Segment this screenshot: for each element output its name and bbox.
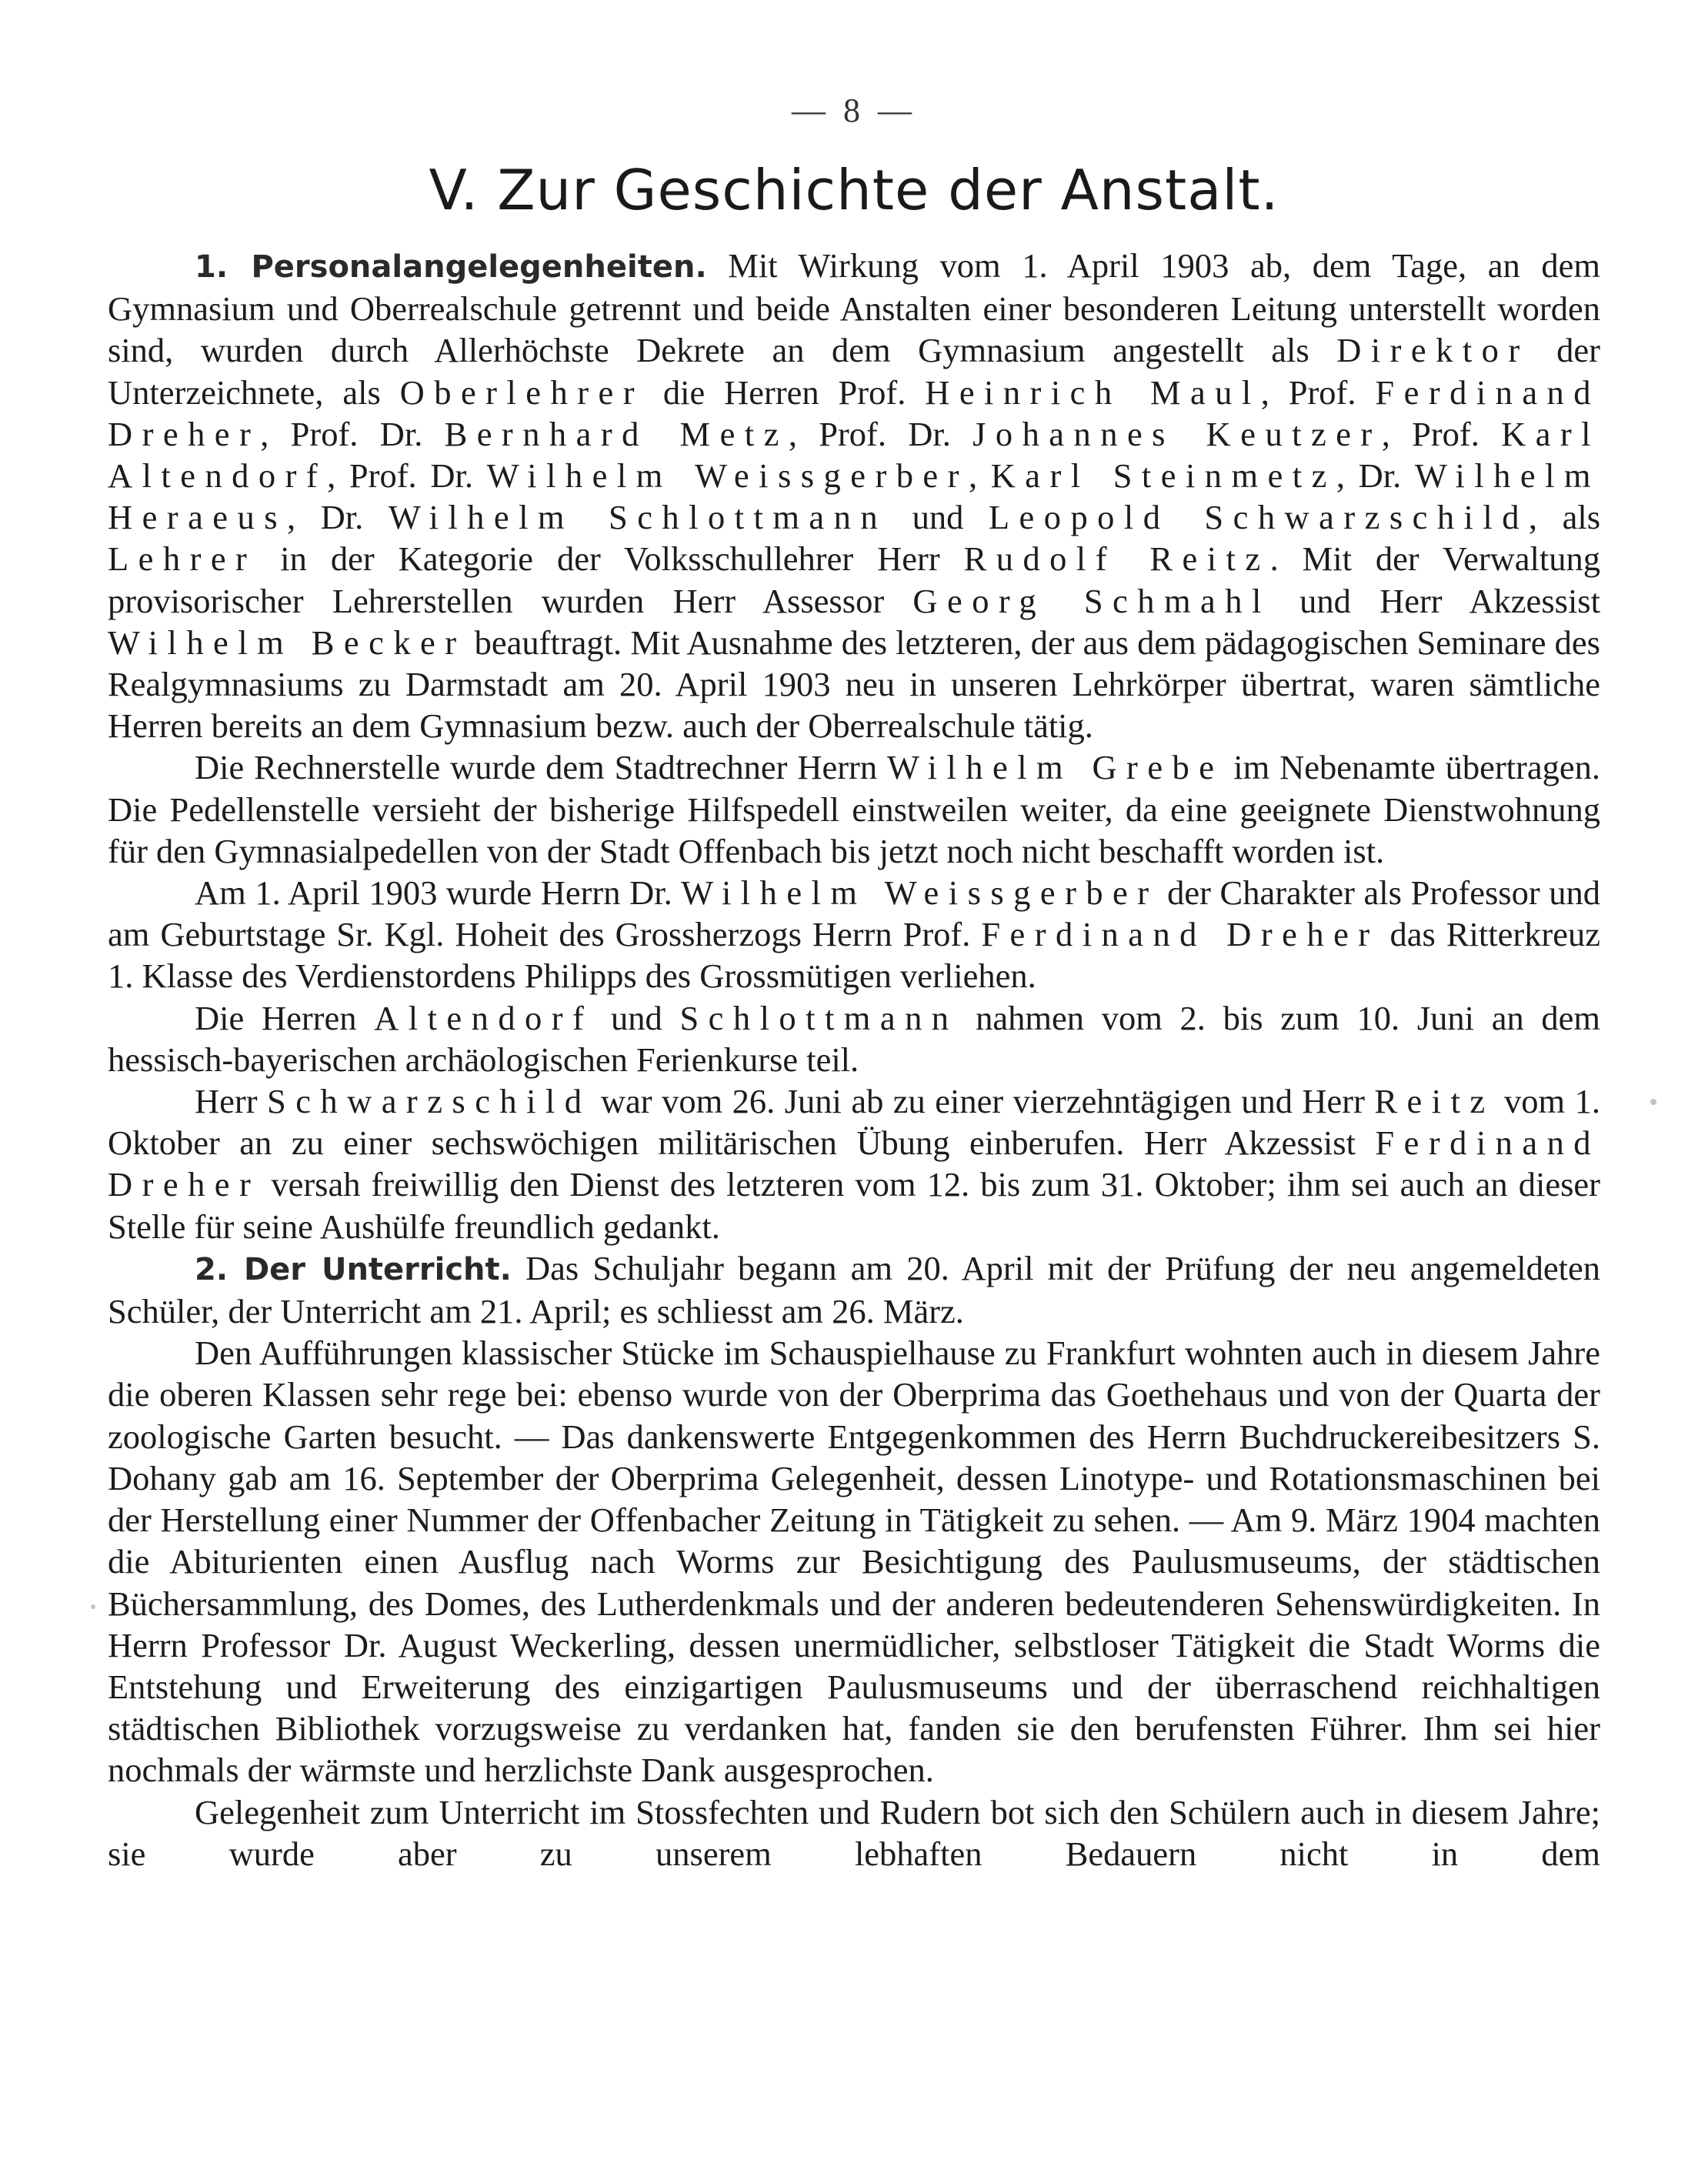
text-run: im Nebenamte übertragen. Die Pedellenstelle versieht der bisherige Hilfspedell einstweilen weiter, da eine geeignete Dienstwohnung für den Gymnasialpedellen von der Stadt Offenbach bis jetzt noch nicht beschafft worden ist.	[108, 748, 1600, 870]
page-number: — 8 —	[792, 92, 916, 129]
spaced-name: Karl Steinmetz	[990, 456, 1336, 496]
spaced-name: Georg Schmahl	[912, 581, 1271, 620]
spaced-name: Ferdinand Dreher	[108, 1123, 1600, 1204]
text-run: . Mit der Verwaltung provisorischer Lehrerstellen wurden Herr Assessor	[108, 539, 1601, 620]
spaced-name: Altendorf	[374, 998, 594, 1037]
spaced-name: Ferdinand Dreher	[981, 915, 1379, 954]
text-run: war vom 26. Juni ab zu einer vierzehntägigen und Herr	[591, 1082, 1375, 1121]
paragraph	[108, 997, 1600, 1080]
text-run: und	[593, 998, 680, 1037]
text-run: Mit Wirkung vom 1. April 1903 ab, dem Tage, an dem Gymnasium und Oberrealschule getrennt und beide Anstalten einer besonderen Leitung unterstellt worden sind, wurden durch Allerhöchste Dekrete an dem Gymnasium angestellt als	[108, 246, 1600, 370]
spaced-name: Wilhelm Schlottmann	[388, 498, 888, 537]
spaced-name: Wilhelm Heraeus	[108, 456, 1600, 537]
text-run: Den Aufführungen klassischer Stücke im Schauspielhause zu Frankfurt wohnten auch in diesem Jahre die oberen Klassen sehr rege bei: ebenso wurde von der Oberprima das Goethehaus und von der Quarta der zoologische Garten besucht. — Das dankenswerte Entgegenkommen des Herrn Buchdruckereibesitzers S. Dohany gab am 16. September der Oberprima Gelegenheit, dessen Linotype- und Rotationsmaschinen bei der Herstellung einer Nummer der Offenbacher Zeitung in Tätigkeit zu sehen. — Am 9. März 1904 machten die Abiturienten einen Ausflug nach Worms zur Besichtigung des Paulusmuseums, der städtischen Büchersammlung, des Domes, des Lutherdenkmals und der anderen bedeutenderen Sehenswürdigkeiten. In Herrn Professor Dr. August Weckerling, dessen unermüdlicher, selbstloser Tätigkeit die Stadt Worms die Entstehung und Erweiterung des einzigartigen Paulusmuseums und der überraschend reichhaltigen städtischen Bibliothek vorzugsweise zu verdanken hat, fanden sie den berufensten Führer. Ihm sei hier nochmals der wärmste und herzlichste Dank ausgesprochen.	[108, 1334, 1600, 1790]
spaced-name: Wilhelm Becker	[108, 623, 466, 662]
text-run: Am 1. April 1903 wurde Herrn Dr.	[195, 873, 682, 913]
text-run: das Ritterkreuz 1. Klasse des Verdienstordens Philipps des Grossmütigen verliehen.	[108, 915, 1600, 996]
spaced-name: Direktor	[1336, 331, 1530, 370]
spaced-name: Reitz	[1374, 1082, 1495, 1121]
paragraph	[108, 746, 1600, 872]
spaced-name: Oberlehrer	[399, 372, 644, 412]
paragraph	[108, 872, 1600, 997]
text-run: nahmen vom 2. bis zum 10. Juni an dem hessisch-bayerischen archäologischen Ferienkurse teil.	[108, 998, 1601, 1079]
text-run: , als	[1528, 498, 1601, 537]
spaced-name: Ferdinand Dreher	[108, 372, 1600, 453]
text-run: Die Herren	[195, 998, 375, 1037]
spaced-name: Schlottmann	[679, 998, 959, 1037]
text-run: der Unterzeichnete, als	[108, 331, 1601, 412]
text-run: und	[887, 498, 989, 537]
paragraph	[108, 1791, 1600, 1875]
text-run: vom 1. Oktober an zu einer sechswöchigen militärischen Übung einberufen. Herr Akzessist	[108, 1082, 1600, 1163]
text-run: , Dr.	[1336, 456, 1415, 496]
spaced-name: Wilhelm Grebe	[886, 748, 1224, 787]
text-run: der Charakter als Professor und am Geburtstage Sr. Kgl. Hoheit des Grossherzogs Herrn Prof.	[108, 873, 1600, 954]
spaced-name: Wilhelm Weissgerber	[681, 873, 1159, 913]
spaced-name: Wilhelm Weissgerber	[486, 456, 969, 496]
spaced-name: Bernhard Metz	[444, 414, 789, 453]
body-text	[108, 245, 1600, 1875]
paragraph	[108, 245, 1600, 746]
text-run: die Herren Prof.	[643, 372, 926, 412]
text-run: versah freiwillig den Dienst des letzteren vom 12. bis zum 31. Oktober; ihm sei auch an dieser Stelle für seine Aushülfe freundlich gedankt.	[108, 1165, 1600, 1246]
paragraph	[108, 1332, 1600, 1791]
text-run: Das Schuljahr begann am 20. April mit der Prüfung der neu angemeldeten Schüler, der Unterricht am 21. April; es schliesst am 26. März.	[108, 1248, 1601, 1331]
scan-speck	[1650, 1099, 1656, 1105]
text-run: und Herr Akzessist	[1270, 581, 1600, 620]
spaced-name: Schwarzschild	[266, 1082, 592, 1121]
spaced-name: Leopold Schwarzschild	[988, 498, 1529, 537]
paragraph	[108, 1080, 1600, 1247]
section-heading: 2. Der Unterricht.	[195, 1251, 512, 1287]
scan-speck	[91, 1604, 95, 1609]
text-run: , Prof. Dr.	[788, 414, 973, 453]
section-heading: 1. Personalangelegenheiten.	[195, 249, 707, 285]
section-title: V. Zur Geschichte der Anstalt.	[429, 158, 1279, 222]
text-run: , Dr.	[287, 498, 389, 537]
paragraph	[108, 1247, 1600, 1332]
text-run: , Prof. Dr.	[260, 414, 445, 453]
spaced-name: Heinrich Maul	[925, 372, 1261, 412]
spaced-name: Johannes Keutzer	[972, 414, 1382, 453]
text-run: Herr	[195, 1082, 267, 1121]
text-run: ,	[968, 456, 991, 496]
text-run: Die Rechnerstelle wurde dem Stadtrechner Herrn	[195, 748, 887, 787]
text-run: Gelegenheit zum Unterricht im Stossfechten und Rudern bot sich den Schülern auch in diesem Jahre; sie wurde aber zu unserem lebhaften Bedauern nicht in dem	[108, 1792, 1600, 1873]
spaced-name: Lehrer	[108, 539, 257, 579]
text-run: , Prof. Dr.	[327, 456, 487, 496]
spaced-name: Karl Altendorf	[108, 414, 1601, 496]
text-run: beauftragt. Mit Ausnahme des letzteren, der aus dem pädagogischen Seminare des Realgymnasiums zu Darmstadt am 20. April 1903 neu in unseren Lehrkörper übertrat, waren sämtliche Herren bereits an dem Gymnasium bezw. auch der Oberrealschule tätig.	[108, 623, 1600, 746]
text-run: in der Kategorie der Volksschullehrer Herr	[256, 539, 964, 579]
text-run: , Prof.	[1381, 414, 1502, 453]
text-run: , Prof.	[1260, 372, 1376, 412]
spaced-name: Rudolf Reitz	[963, 539, 1270, 579]
